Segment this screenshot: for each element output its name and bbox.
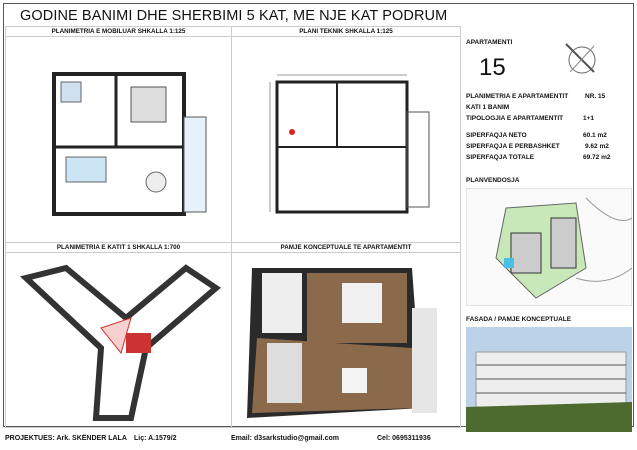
floor-plan-panel [5, 242, 232, 428]
apartment-number: 15 [479, 54, 506, 81]
info-label: SIPERFAQJA TOTALE [466, 154, 535, 161]
info-label: TIPOLOGJIA E APARTAMENTIT [466, 115, 564, 122]
concept-render [242, 258, 452, 423]
email: Email: d3sarkstudio@gmail.com [231, 435, 339, 442]
site-plan-label: PLANVENDOSJA [466, 177, 520, 184]
furnished-plan-drawing [46, 72, 216, 222]
site-plan-drawing [466, 188, 632, 306]
designer-name: PROJEKTUES: Ark. SKËNDER LALA [5, 435, 127, 442]
info-label: PLANIMETRIA E APARTAMENTIT [466, 93, 569, 100]
panel-title: PAMJE KONCEPTUALE TE APARTAMENTIT [232, 243, 460, 253]
info-label: SIPERFAQJA E PERBASHKET [466, 143, 560, 150]
phone: Cel: 0695311936 [377, 435, 431, 442]
panel-title: PLANIMETRIA E MOBILUAR SHKALLA 1:125 [6, 27, 231, 37]
sheet-title: GODINE BANIMI DHE SHERBIMI 5 KAT, ME NJE KAT PODRUM [20, 8, 448, 24]
floor-plan-drawing [16, 258, 226, 423]
facade-label: FASADA / PAMJE KONCEPTUALE [466, 316, 572, 323]
technical-plan-panel [231, 26, 461, 243]
furnished-plan-panel [5, 26, 232, 243]
north-arrow-icon [560, 38, 600, 78]
panel-title: PLANI TEKNIK SHKALLA 1:125 [232, 27, 460, 37]
panel-title: PLANIMETRIA E KATIT 1 SHKALLA 1:700 [6, 243, 231, 253]
technical-plan-drawing [267, 72, 447, 222]
concept-panel [231, 242, 461, 428]
apartment-label: APARTAMENTI [466, 39, 513, 46]
info-value: 69.72 m2 [583, 154, 611, 161]
info-value: 9.62 m2 [585, 143, 609, 150]
info-value: 60.1 m2 [583, 132, 607, 139]
info-value: 1+1 [583, 115, 595, 122]
info-label: KATI 1 BANIM [466, 104, 510, 111]
info-value: NR. 15 [585, 93, 606, 100]
info-label: SIPERFAQJA NETO [466, 132, 527, 139]
facade-render [466, 327, 632, 432]
license-number: Liç: A.1579/2 [134, 435, 177, 442]
